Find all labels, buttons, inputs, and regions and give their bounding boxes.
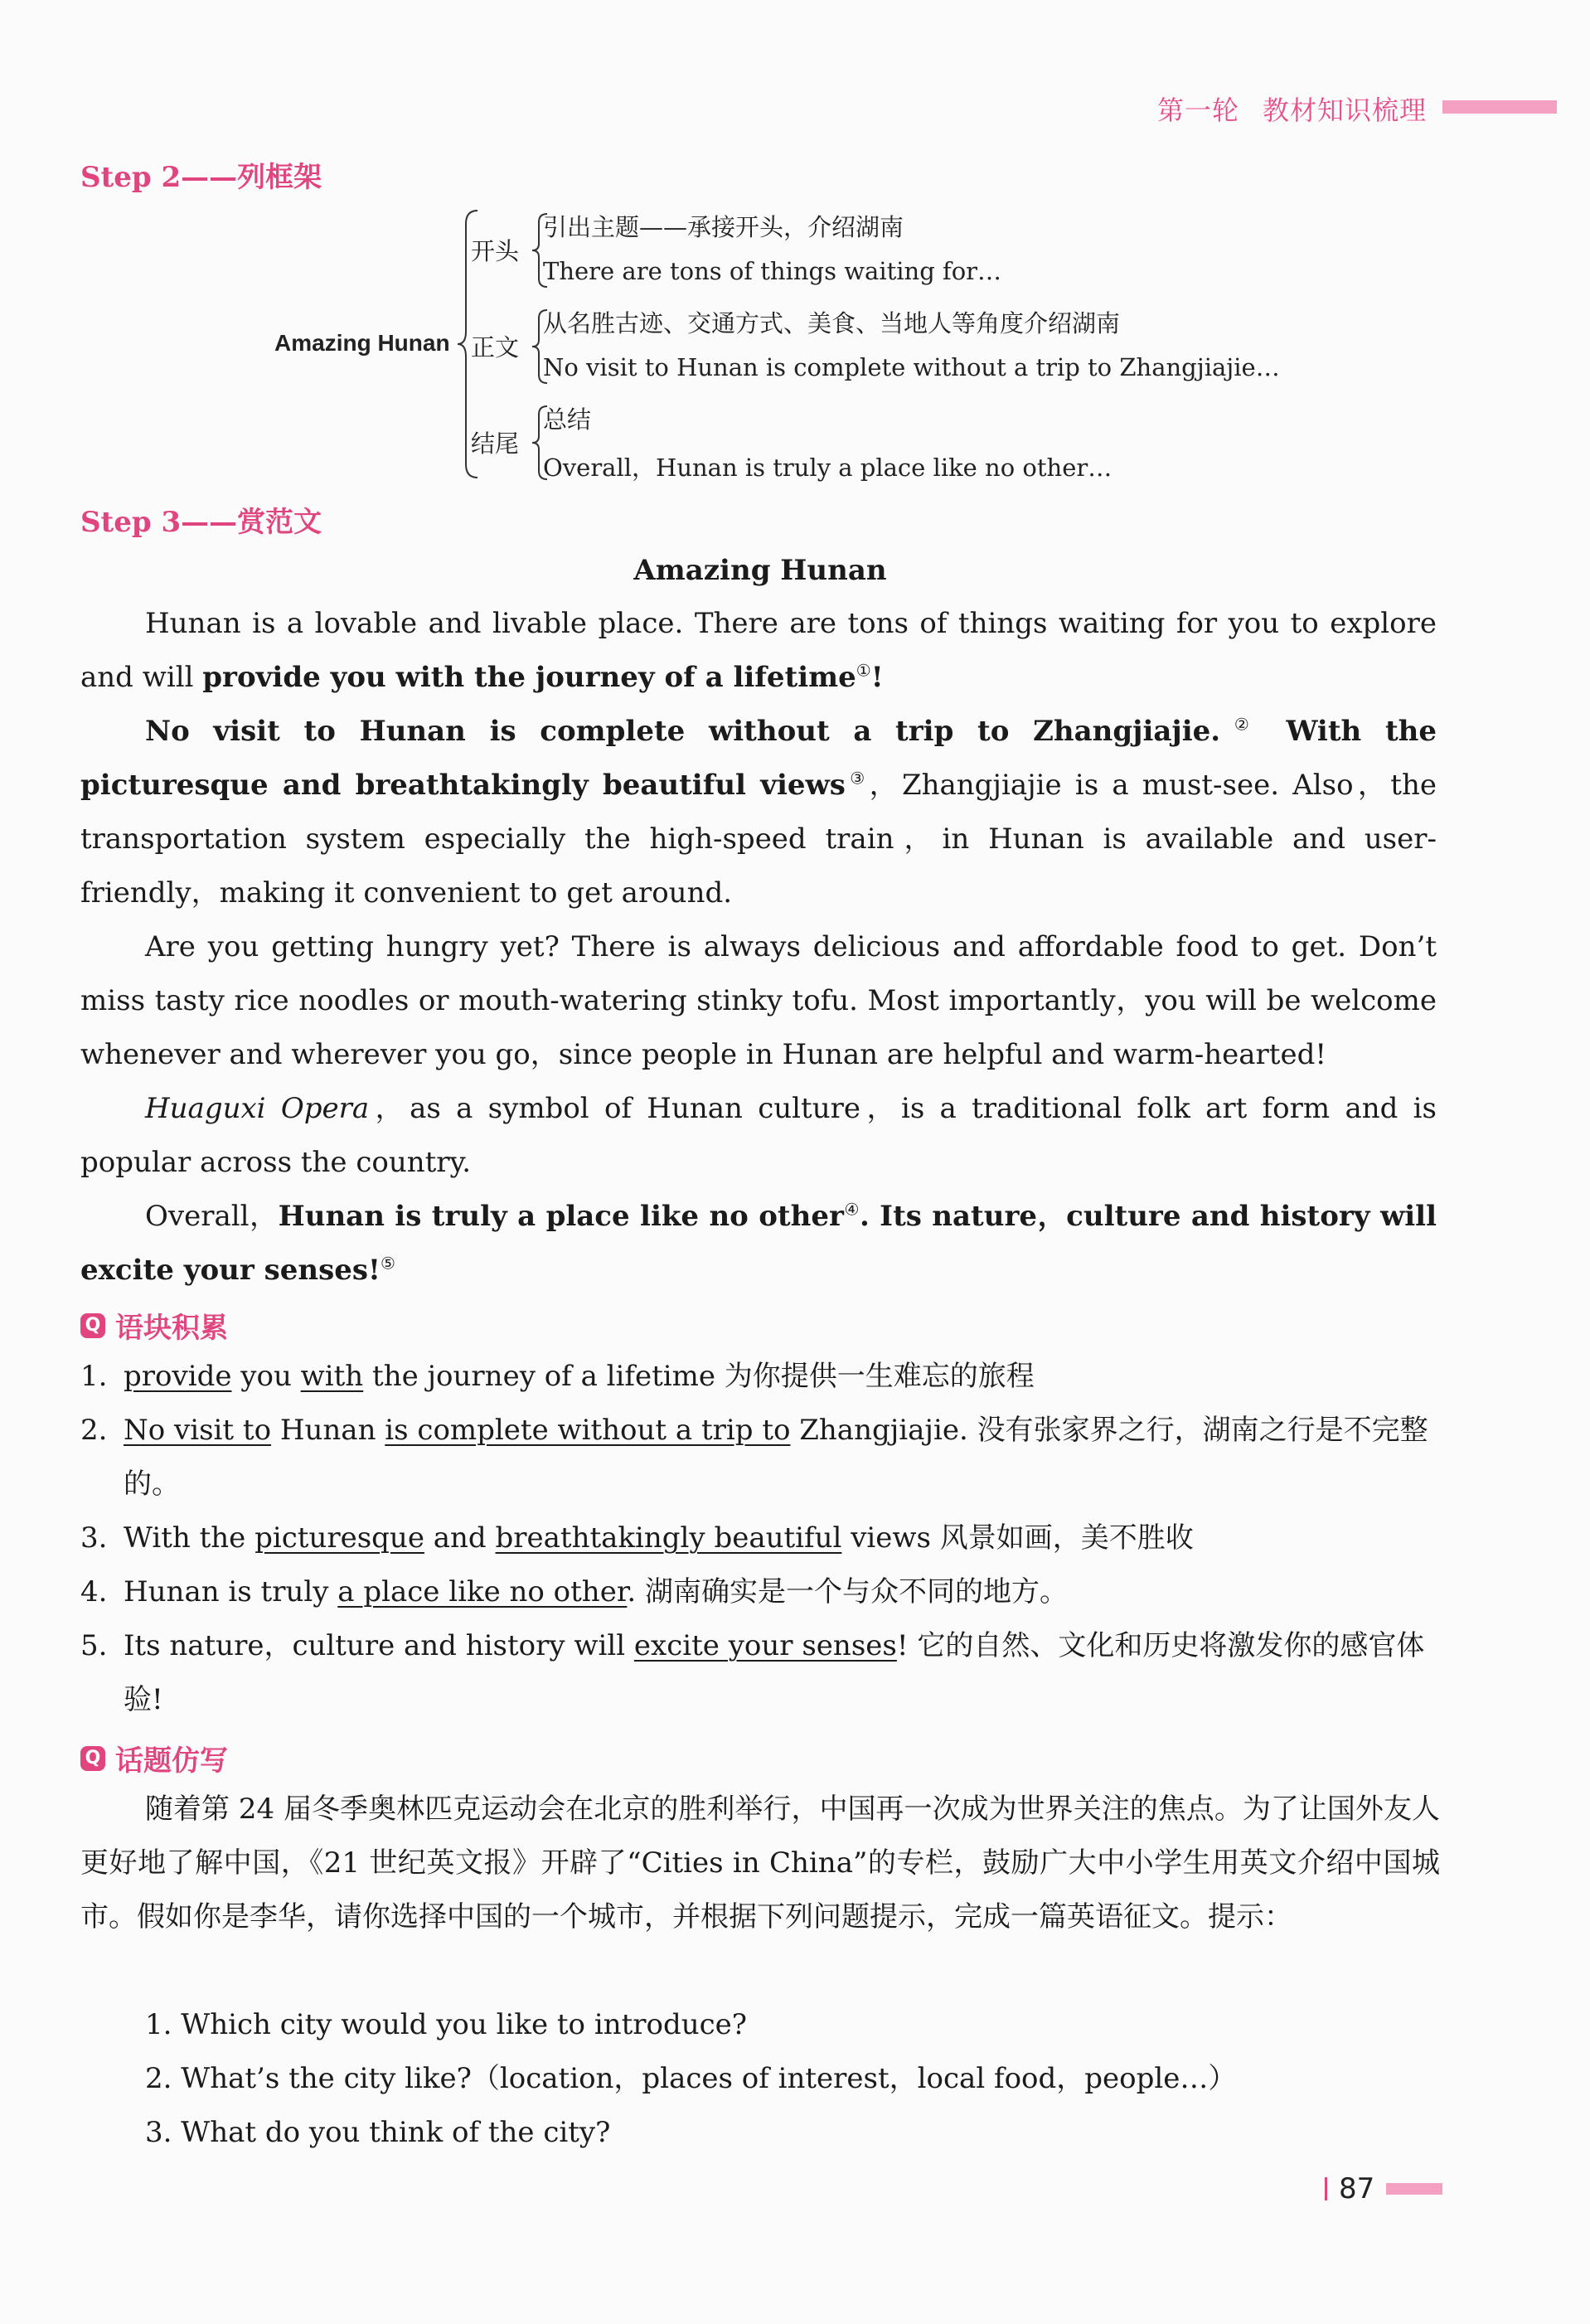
- p2-text: ，Zhangjiajie is a must-see. Also，the transportation system especially the high-speed train，in Hunan is available and user-friendly，making it convenient to get around.: [80, 769, 1437, 910]
- p1-note: ①: [856, 660, 871, 681]
- list-item: [80, 1511, 1440, 1565]
- header-bar: [1442, 100, 1557, 114]
- item-number: 4.: [80, 1575, 108, 1608]
- step2-title: Step 2——列框架: [80, 161, 322, 194]
- phrase-text: Hunan: [271, 1414, 385, 1447]
- p2-note-1: ②: [1220, 714, 1263, 735]
- question-item: 3. What do you think of the city?: [145, 2116, 611, 2149]
- page-number: [1325, 2172, 1442, 2205]
- underlined-phrase: is complete without a trip to: [385, 1414, 791, 1447]
- p5-note-1: ④: [843, 1199, 860, 1220]
- prompt-text: 随着第 24 届冬季奥林匹克运动会在北京的胜利举行，中国再一次成为世界关注的焦点。为了让国外友人更好地了解中国，《21 世纪英文报》开辟了“Cities in China”的专栏，鼓励广大中小学生用英文介绍中国城市。假如你是李华，请你选择中国的一个城市，并根据下列问题提示，完成一篇英语征文。提示：: [80, 1793, 1440, 1933]
- list-item: [80, 1350, 1440, 1404]
- underlined-phrase: breathtakingly beautiful: [495, 1521, 842, 1555]
- item-number: 1.: [80, 1360, 108, 1393]
- phrase-text: With the: [124, 1521, 255, 1555]
- p1-bold: provide you with the journey of a lifetime: [202, 661, 856, 694]
- q-icon: Q: [80, 1746, 105, 1771]
- underlined-phrase: No visit to: [124, 1414, 272, 1447]
- q-icon: Q: [80, 1313, 105, 1338]
- list-item: [80, 1404, 1440, 1511]
- phrase-text: the journey of a lifetime 为你提供一生难忘的旅程: [363, 1360, 1035, 1393]
- p1-end: !: [870, 661, 884, 694]
- item-number: 2.: [80, 1414, 108, 1447]
- branch-label-ending: 结尾: [471, 429, 520, 458]
- branch-opening-item-2: There are tons of things waiting for…: [543, 257, 1002, 285]
- p5-note-2: ⑤: [380, 1253, 395, 1274]
- branch-label-body: 正文: [471, 333, 520, 361]
- branch-opening-item-1: 引出主题——承接开头，介绍湖南: [543, 213, 904, 241]
- underlined-phrase: with: [300, 1360, 364, 1393]
- list-item: [80, 1565, 1440, 1619]
- imitation-prompt: [80, 1783, 1440, 1944]
- essay-paragraph-1: [80, 597, 1437, 705]
- item-number: 3.: [80, 1521, 108, 1555]
- imitation-title: 话题仿写: [115, 1744, 228, 1778]
- essay-title: Amazing Hunan: [633, 554, 887, 587]
- question-item: 2. What’s the city like?（location，places of interest，local food，people…）: [145, 2062, 1237, 2095]
- phrase-text: Hunan is truly: [124, 1575, 338, 1608]
- p2-bold-2: With the picturesque and breathtakingly beautiful views: [80, 715, 1437, 802]
- phrase-text: Its nature，culture and history will: [124, 1629, 634, 1662]
- phrase-text: views 风景如画，美不胜收: [841, 1521, 1194, 1555]
- running-header: [1157, 90, 1427, 128]
- branch-ending-item-1: 总结: [543, 405, 592, 434]
- header-part2: 教材知识梳理: [1262, 95, 1427, 126]
- chunks-list: [80, 1350, 1440, 1727]
- p5-bold-1: Hunan is truly a place like no other: [278, 1200, 844, 1233]
- phrase-text: Zhangjiajie. 没有张家界之行，湖南之行是不完整的。: [124, 1414, 1428, 1501]
- underlined-phrase: picturesque: [254, 1521, 424, 1555]
- chunks-heading: [80, 1305, 228, 1346]
- item-number: 5.: [80, 1629, 108, 1662]
- underlined-phrase: excite your senses: [633, 1629, 897, 1662]
- branch-body-item-1: 从名胜古迹、交通方式、美食、当地人等角度介绍湖南: [543, 309, 1121, 337]
- diagram-root: Amazing Hunan: [274, 330, 450, 356]
- essay-paragraph-3: Are you getting hungry yet? There is always delicious and affordable food to get. Don’t miss tasty rice noodles or mouth-watering stinky tofu. Most importantly，you will be welcome whenever and wherever you go，since people in Hunan are helpful and warm-hearted!: [80, 930, 1437, 1071]
- list-item: [80, 1619, 1440, 1727]
- essay-paragraph-2: [80, 705, 1437, 920]
- branch-label-opening: 开头: [471, 237, 520, 265]
- chunks-title: 语块积累: [115, 1312, 228, 1345]
- branch-ending-item-2: Overall，Hunan is truly a place like no other…: [543, 454, 1113, 482]
- page-tick: [1325, 2177, 1327, 2200]
- step3-title: Step 3——赏范文: [80, 506, 322, 539]
- underlined-phrase: a place like no other: [337, 1575, 628, 1608]
- p2-note-2: ③: [845, 768, 870, 788]
- essay-paragraph-4: [80, 1082, 1437, 1190]
- essay-paragraph-5: [80, 1190, 1437, 1298]
- page-bar: [1386, 2183, 1442, 2195]
- branch-body-item-2: No visit to Hunan is complete without a trip to Zhangjiajie…: [543, 353, 1280, 381]
- imitation-heading: [80, 1738, 228, 1778]
- phrase-text: you: [231, 1360, 301, 1393]
- p5-text: Overall，: [145, 1200, 279, 1233]
- p2-bold-1: No visit to Hunan is complete without a trip to Zhangjiajie.: [145, 715, 1221, 748]
- underlined-phrase: provide: [124, 1360, 232, 1393]
- page-number-text: 87: [1339, 2172, 1375, 2205]
- phrase-text: . 湖南确实是一个与众不同的地方。: [627, 1575, 1068, 1608]
- question-item: 1. Which city would you like to introduce?: [145, 2008, 748, 2041]
- prompt-questions: [145, 1998, 1236, 2160]
- header-part1: 第一轮: [1156, 95, 1239, 126]
- phrase-text: and: [424, 1521, 496, 1555]
- p4-italic: Huaguxi Opera: [145, 1092, 370, 1125]
- essay-body: [80, 597, 1437, 1298]
- p5-bold-2: . Its nature，culture and history will excite your senses!: [80, 1200, 1437, 1287]
- p1-text: Hunan is a lovable and livable place. There are tons of things waiting for you to explore and will: [80, 607, 1437, 694]
- phrase-text: ! 它的自然、文化和历史将激发你的感官体验!: [124, 1629, 1425, 1716]
- p4-text: ，as a symbol of Hunan culture，is a traditional folk art form and is popular across the country.: [80, 1092, 1437, 1179]
